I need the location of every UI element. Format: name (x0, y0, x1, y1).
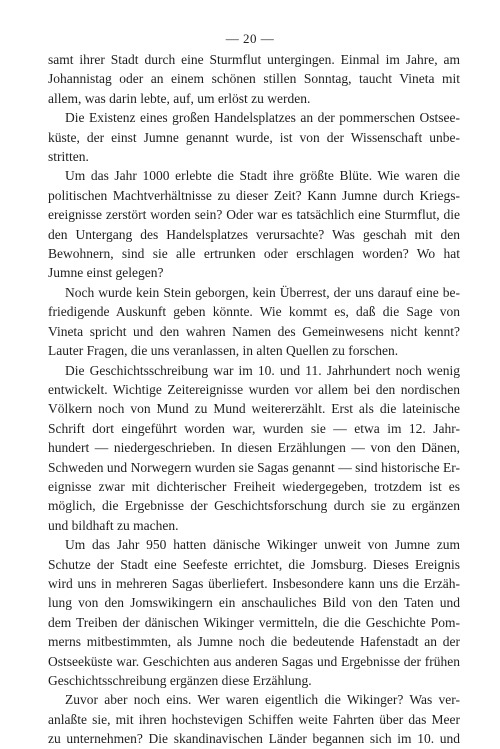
paragraph (48, 50, 460, 108)
text-line: allem, was darin lebte, auf, um erlöst zu werden. (48, 90, 311, 106)
text-line: dem Treiben der dänischen Wikinger vermitteln, die die Geschichte Pom- (48, 614, 460, 630)
text-line: Jumne einst gelegen? (48, 265, 164, 281)
paragraph (48, 361, 460, 536)
paragraph (48, 535, 460, 690)
paragraph (48, 690, 460, 748)
text-line: Johannistag oder an einem schönen stillen Sonntag, taucht Vineta mit (48, 71, 460, 87)
text-line: Völkern noch von Mund zu Mund weitererzählt. Erst als die lateinische (48, 401, 460, 417)
text-line: entwickelt. Wichtige Zeitereignisse wurden vor allem bei den nordischen (48, 381, 460, 397)
text-line: küste, der einst Jumne genannt wurde, ist von der Wissenschaft unbe- (48, 129, 460, 145)
text-line: Vineta spricht und den wahren Namen des Gemeinwesens nicht kennt? (48, 323, 460, 339)
text-line: Die Geschichtsschreibung war im 10. und 11. Jahrhundert noch wenig (65, 362, 460, 378)
paragraph (48, 108, 460, 166)
text-line: wird uns in mehreren Sagas überliefert. Insbesondere kann uns die Erzäh- (48, 575, 460, 591)
text-line: merns mitbestimmten, als Jumne noch die bedeutende Hafenstadt an der (48, 634, 460, 650)
text-line: Geschichtsschreibung ergänzen diese Erzählung. (48, 673, 312, 688)
text-line: Noch wurde kein Stein geborgen, kein Überrest, der uns darauf eine be- (65, 284, 460, 300)
text-line: Zuvor aber noch eins. Wer waren eigentlich die Wikinger? Was ver- (65, 692, 460, 708)
text-line: anlaßte sie, mit ihren hochstevigen Schiffen weite Fahrten über das Meer (48, 711, 460, 727)
text-line: Schweden und Norwegern wurden sie Sagas genannt — sind historische Er- (48, 459, 460, 475)
text-line: ereignisse zerstört worden sein? Oder war es tatsächlich eine Sturmflut, die (48, 207, 460, 223)
text-line: Schutze der Stadt eine Seefeste errichtet, die Jomsburg. Dieses Ereignis (48, 556, 460, 572)
text-line: Die Existenz eines großen Handelsplatzes an der pommerschen Ostsee- (65, 110, 460, 126)
text-line: friedigende Auskunft geben könnte. Wie kommt es, daß die Sage von (48, 304, 460, 320)
text-line: und bildhaft zu machen. (48, 517, 179, 533)
paragraph (48, 166, 460, 282)
text-line: lung von den Jomswikingern ein anschauliches Bild von den Taten und (48, 595, 460, 611)
text-line: eignisse zwar mit dichterischer Freiheit wiedergegeben, trotzdem ist es (48, 478, 460, 494)
page-number: — 20 — (225, 31, 275, 46)
text-line: politischen Machtverhältnisse zu dieser Zeit? Kann Jumne durch Kriegs- (48, 187, 460, 203)
text-line: Schrift dort eingeführt worden war, wurden sie — etwa im 12. Jahr- (48, 420, 460, 436)
text-line: möglich, die Ergebnisse der Geschichtsforschung durch sie zu ergänzen (48, 498, 460, 514)
text-line: den Untergang des Handelsplatzes verursachte? Was geschah mit den (48, 226, 460, 242)
text-line: Lauter Fragen, die uns veranlassen, in alten Quellen zu forschen. (48, 343, 399, 359)
text-line: hundert — niedergeschrieben. In diesen Erzählungen — von den Dänen, (48, 440, 460, 456)
text-line: Bewohnern, sind sie alle ertrunken oder erschlagen worden? Wo hat (48, 246, 460, 262)
text-line: zu unternehmen? Die skandinavischen Länder begannen sich im 10. und (48, 731, 460, 747)
text-line: samt ihrer Stadt durch eine Sturmflut untergingen. Einmal im Jahre, am (48, 52, 460, 67)
body-text (48, 50, 460, 749)
text-line: Um das Jahr 1000 erlebte die Stadt ihre größte Blüte. Wie waren die (65, 168, 460, 184)
text-line: Ostseeküste war. Geschichten aus anderen Sagas und Ergebnisse der frühen (48, 653, 460, 669)
paragraph (48, 283, 460, 361)
text-line: Um das Jahr 950 hatten dänische Wikinger unweit von Jumne zum (65, 537, 460, 553)
text-line: stritten. (48, 149, 89, 165)
